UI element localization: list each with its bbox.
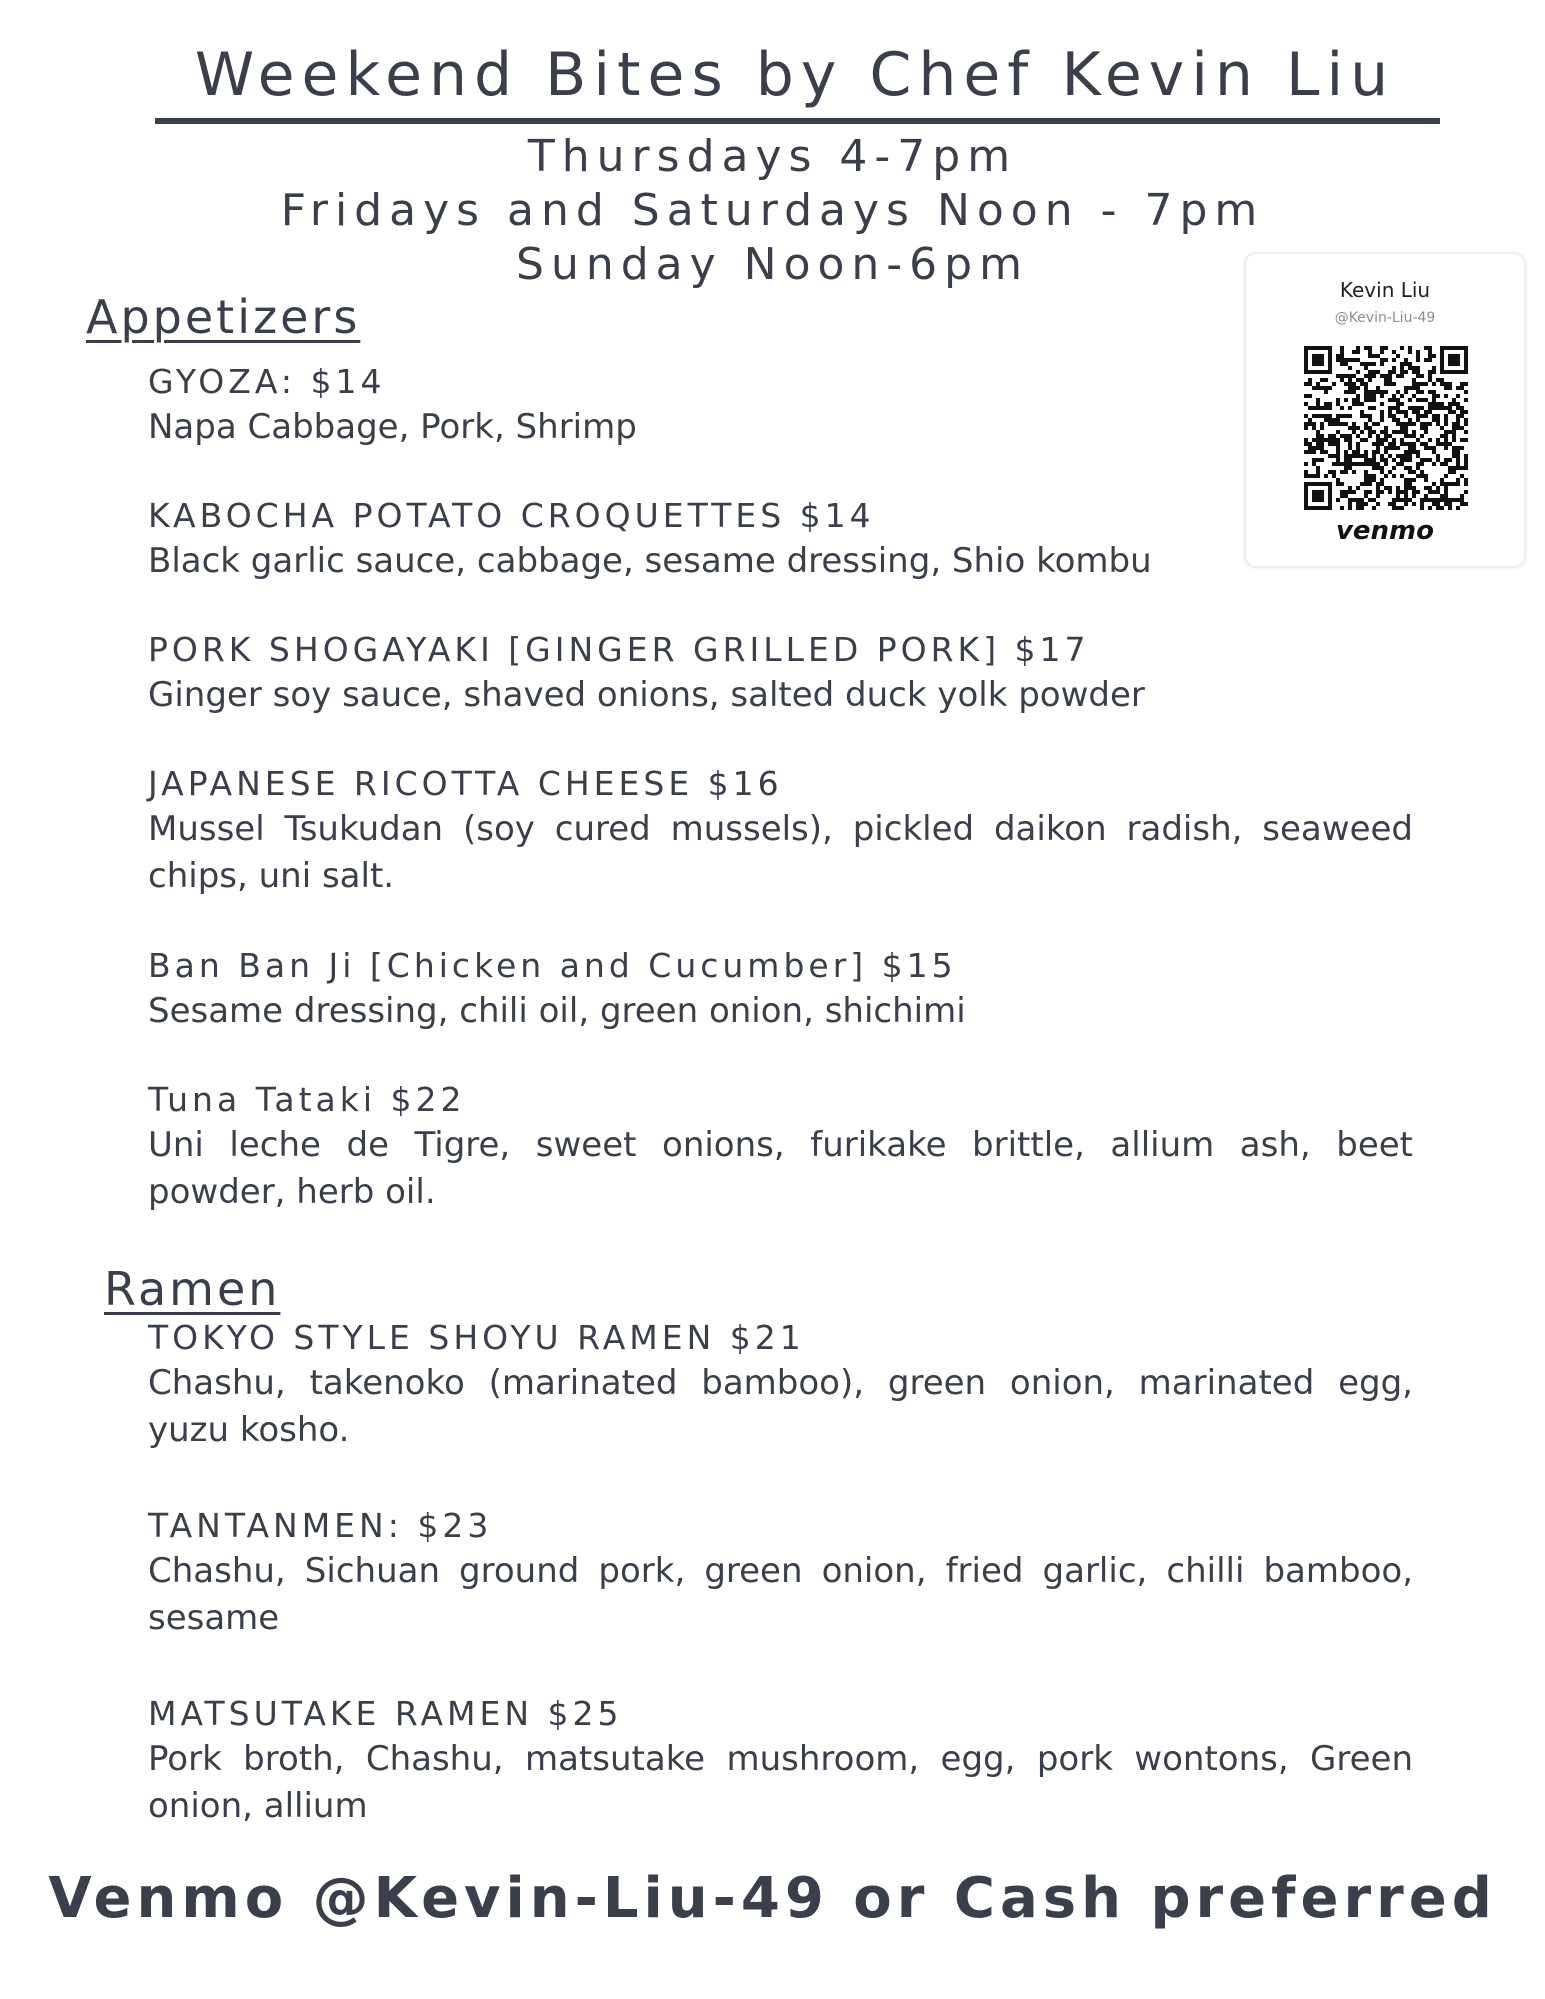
item-desc: Uni leche de Tigre, sweet onions, furikake brittle, allium ash, beet powder, herb oil. bbox=[148, 1125, 1413, 1212]
section-heading-ramen: Ramen bbox=[104, 1262, 281, 1316]
page-title: Weekend Bites by Chef Kevin Liu bbox=[194, 40, 1396, 110]
hours-fri-sat: Fridays and Saturdays Noon - 7pm bbox=[280, 185, 1265, 236]
menu-item bbox=[148, 944, 1413, 1035]
menu-item bbox=[148, 1504, 1413, 1642]
item-name: TOKYO STYLE SHOYU RAMEN $21 bbox=[148, 1318, 805, 1357]
item-desc: Pork broth, Chashu, matsutake mushroom, egg, pork wontons, Green onion, allium bbox=[148, 1739, 1413, 1826]
item-desc: Sesame dressing, chili oil, green onion, shichimi bbox=[148, 991, 966, 1031]
menu-item bbox=[148, 1078, 1413, 1216]
item-desc: Ginger soy sauce, shaved onions, salted duck yolk powder bbox=[148, 675, 1145, 715]
item-name: TANTANMEN: $23 bbox=[148, 1506, 493, 1545]
item-name: PORK SHOGAYAKI [GINGER GRILLED PORK] $17 bbox=[148, 630, 1090, 669]
payment-footer: Venmo @Kevin-Liu-49 or Cash preferred bbox=[48, 1866, 1497, 1931]
menu-item bbox=[148, 628, 1413, 719]
venmo-handle: @Kevin-Liu-49 bbox=[1334, 310, 1436, 326]
item-desc: Mussel Tsukudan (soy cured mussels), pickled daikon radish, seaweed chips, uni salt. bbox=[148, 809, 1413, 896]
item-desc: Black garlic sauce, cabbage, sesame dressing, Shio kombu bbox=[148, 541, 1152, 581]
item-desc: Chashu, takenoko (marinated bamboo), green onion, marinated egg, yuzu kosho. bbox=[148, 1363, 1413, 1450]
item-name: Tuna Tataki $22 bbox=[148, 1080, 466, 1119]
menu-item bbox=[148, 360, 1413, 451]
item-name: MATSUTAKE RAMEN $25 bbox=[148, 1694, 623, 1733]
menu-item bbox=[148, 762, 1413, 900]
item-desc: Napa Cabbage, Pork, Shrimp bbox=[148, 407, 637, 447]
item-name: JAPANESE RICOTTA CHEESE $16 bbox=[148, 764, 783, 803]
section-heading-appetizers: Appetizers bbox=[86, 290, 361, 344]
hours-sunday: Sunday Noon-6pm bbox=[516, 239, 1029, 290]
title-underline bbox=[155, 118, 1440, 124]
menu-item bbox=[148, 1316, 1413, 1454]
item-desc: Chashu, Sichuan ground pork, green onion, fried garlic, chilli bamboo, sesame bbox=[148, 1551, 1413, 1638]
item-name: GYOZA: $14 bbox=[148, 362, 386, 401]
menu-item bbox=[148, 1692, 1413, 1830]
item-name: Ban Ban Ji [Chicken and Cucumber] $15 bbox=[148, 946, 957, 985]
hours-thursday: Thursdays 4-7pm bbox=[527, 131, 1018, 182]
venmo-name: Kevin Liu bbox=[1339, 278, 1431, 302]
item-name: KABOCHA POTATO CROQUETTES $14 bbox=[148, 496, 875, 535]
venmo-logo: venmo bbox=[1335, 516, 1435, 546]
menu-item bbox=[148, 494, 1413, 585]
